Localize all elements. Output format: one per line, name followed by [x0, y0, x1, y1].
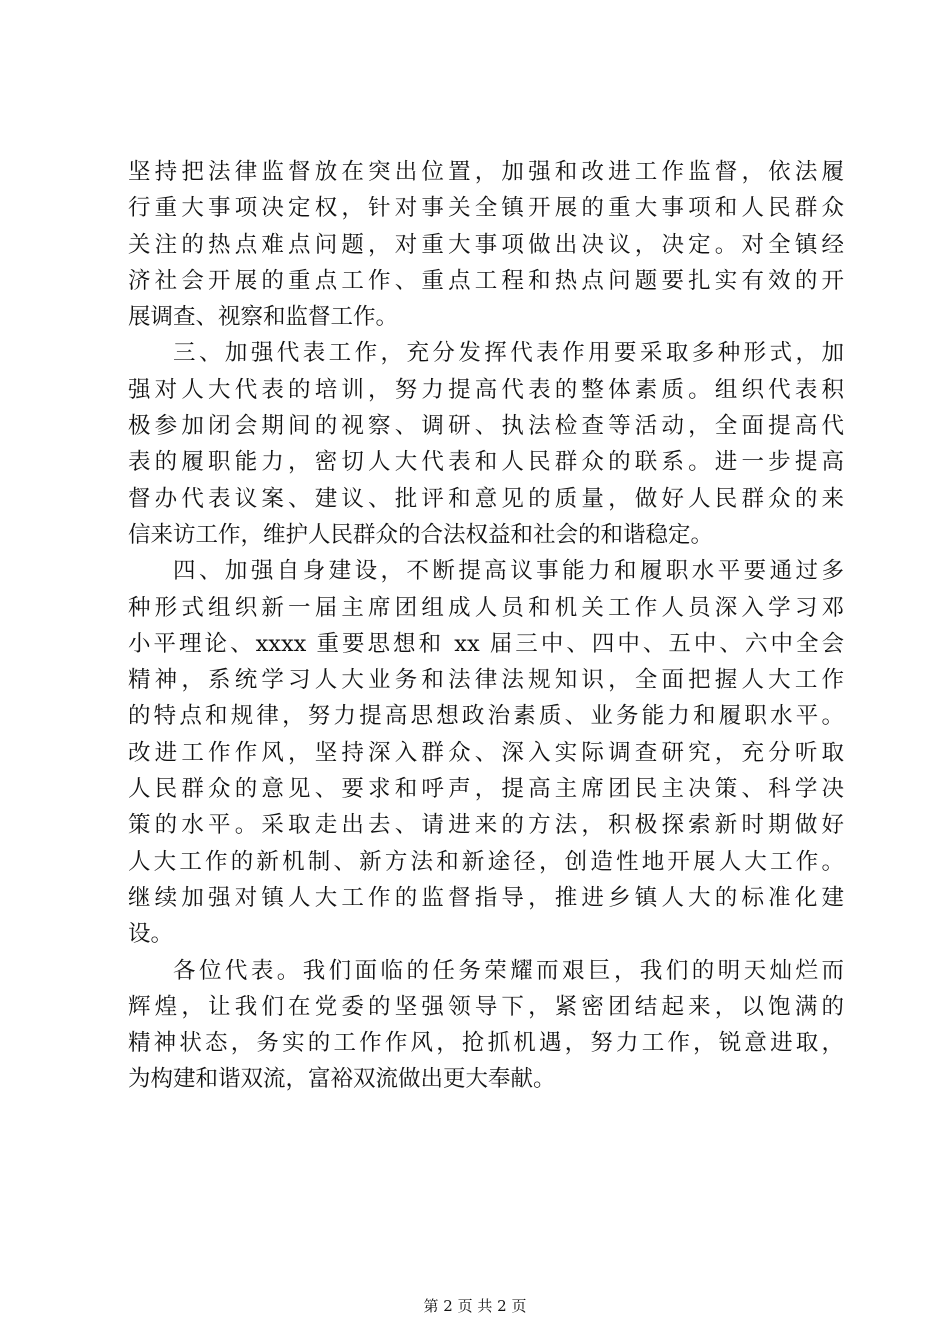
text-line: 小平理论、xxxx 重要思想和 xx 届三中、四中、五中、六中全会	[128, 630, 844, 657]
text-line: 策的水平。采取走出去、请进来的方法，积极探索新时期做好	[128, 812, 844, 839]
text-line: 展调查、视察和监督工作。	[128, 304, 399, 331]
text-line: 强对人大代表的培训，努力提高代表的整体素质。组织代表积	[128, 376, 844, 403]
text-line: 信来访工作，维护人民群众的合法权益和社会的和谐稳定。	[128, 521, 714, 548]
text-line: 极参加闭会期间的视察、调研、执法检查等活动，全面提高代	[128, 413, 844, 440]
text-line: 辉煌，让我们在党委的坚强领导下，紧密团结起来，以饱满的	[128, 993, 844, 1020]
text-line: 种形式组织新一届主席团组成人员和机关工作人员深入学习邓	[128, 594, 844, 621]
text-line: 各位代表。我们面临的任务荣耀而艰巨，我们的明天灿烂而	[173, 957, 844, 984]
text-line: 人大工作的新机制、新方法和新途径，创造性地开展人大工作。	[128, 848, 844, 875]
text-line: 改进工作作风，坚持深入群众、深入实际调查研究，充分听取	[128, 739, 844, 766]
document-body	[128, 154, 844, 1098]
text-line: 精神，系统学习人大业务和法律法规知识，全面把握人大工作	[128, 667, 844, 694]
text-line: 的特点和规律，努力提高思想政治素质、业务能力和履职水平。	[128, 703, 844, 730]
text-line: 济社会开展的重点工作、重点工程和热点问题要扎实有效的开	[128, 267, 844, 294]
text-line: 四、加强自身建设，不断提高议事能力和履职水平要通过多	[173, 558, 844, 585]
text-line: 继续加强对镇人大工作的监督指导，推进乡镇人大的标准化建	[128, 884, 844, 911]
text-line: 表的履职能力，密切人大代表和人民群众的联系。进一步提高	[128, 449, 844, 476]
text-line: 关注的热点难点问题，对重大事项做出决议，决定。对全镇经	[128, 231, 844, 258]
text-line: 人民群众的意见、要求和呼声，提高主席团民主决策、科学决	[128, 776, 844, 803]
text-line: 坚持把法律监督放在突出位置，加强和改进工作监督，依法履	[128, 159, 844, 185]
text-line: 精神状态，务实的工作作风，抢抓机遇，努力工作，锐意进取，	[128, 1030, 844, 1057]
text-line: 三、加强代表工作，充分发挥代表作用要采取多种形式，加	[173, 340, 844, 367]
text-line: 行重大事项决定权，针对事关全镇开展的重大事项和人民群众	[128, 195, 844, 222]
text-line: 为构建和谐双流，富裕双流做出更大奉献。	[128, 1066, 556, 1093]
text-line: 设。	[128, 921, 174, 948]
page-footer: 第 2 页 共 2 页	[423, 1297, 527, 1315]
text-line: 督办代表议案、建议、批评和意见的质量，做好人民群众的来	[128, 485, 844, 512]
